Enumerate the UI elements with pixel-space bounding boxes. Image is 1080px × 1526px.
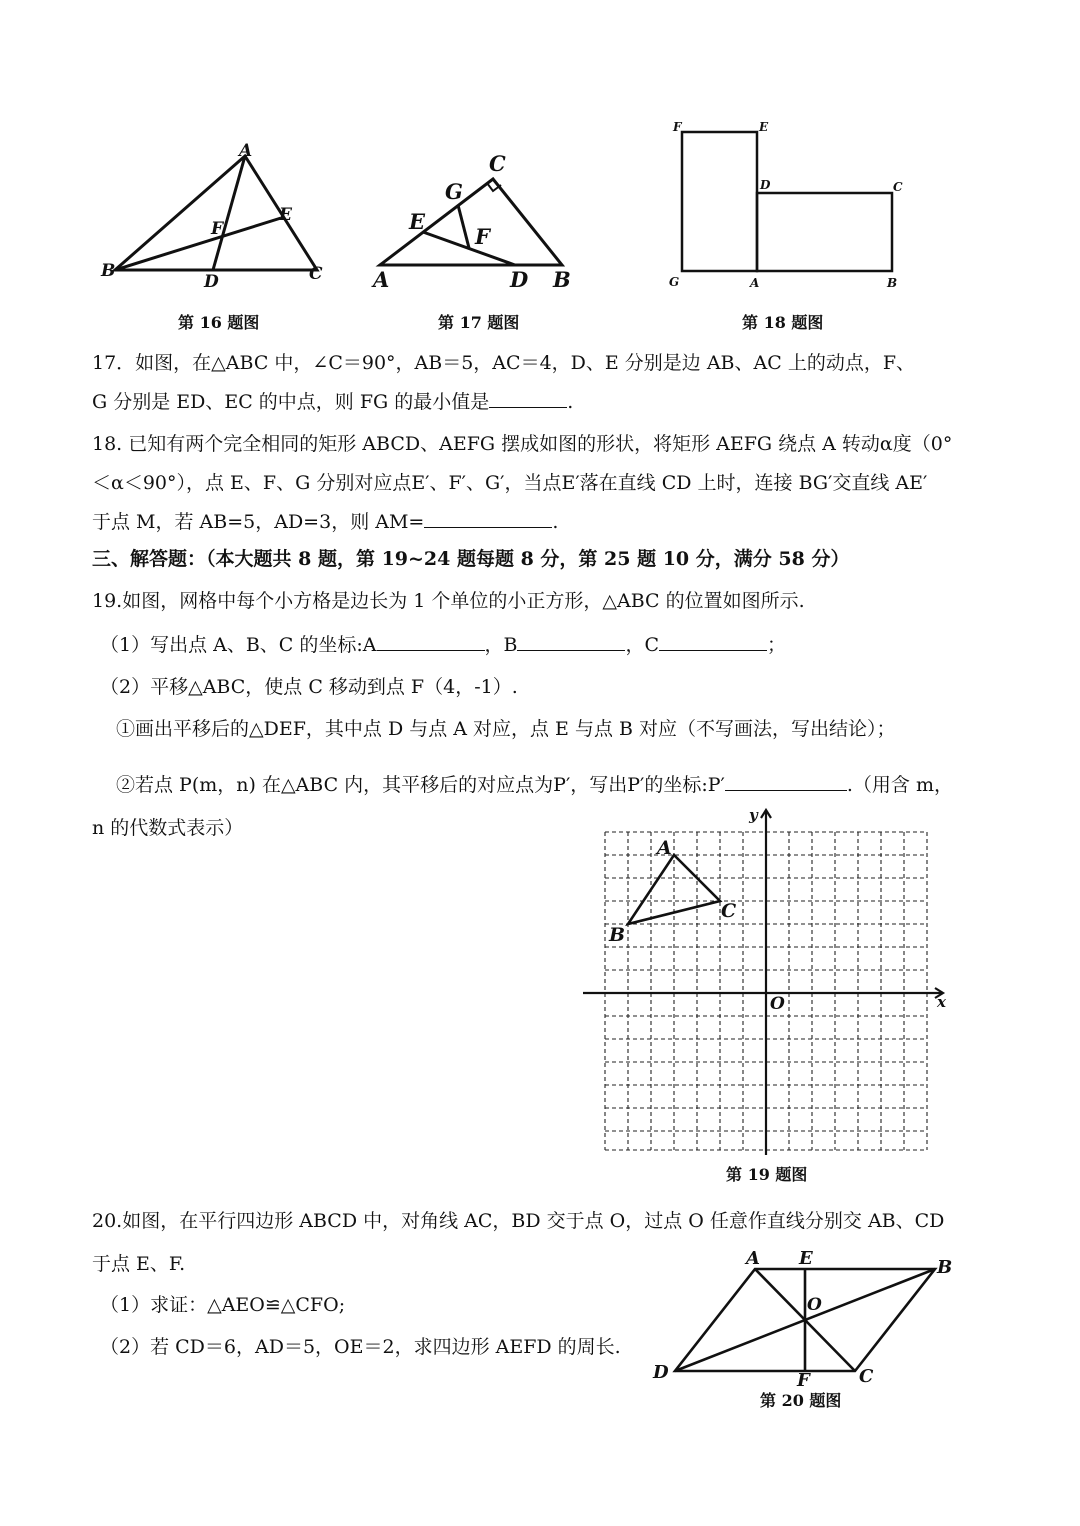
q20-stem-2: 于点 E、F.	[92, 1253, 186, 1275]
fig19-label-y: y	[749, 806, 758, 824]
q17-line-2	[92, 389, 573, 415]
fig17-label-g: G	[445, 179, 463, 204]
fig16-label-d: D	[204, 272, 219, 292]
fig17-label-d: D	[510, 267, 529, 292]
fig18-label-a: A	[750, 276, 760, 290]
fig20-caption: 第 20 题图	[760, 1391, 842, 1410]
fig18-label-f: F	[673, 120, 682, 134]
q19-stem: 19.如图，网格中每个小方格是边长为 1 个单位的小正方形，△ABC 的位置如图所示.	[92, 590, 805, 612]
fig18-rect-aefg	[682, 132, 757, 271]
q20-part-2: （2）若 CD＝6，AD＝5，OE＝2，求四边形 AEFD 的周长.	[100, 1336, 621, 1358]
fig17-segment-ed	[423, 232, 515, 265]
fig20-label-e: E	[799, 1248, 813, 1269]
figure-19	[575, 800, 955, 1160]
q17-line-1: 17．如图，在△ABC 中，∠C＝90°，AB＝5，AC＝4，D、E 分别是边 AB、AC 上的动点，F、	[92, 352, 916, 374]
fig17-label-f: F	[475, 224, 490, 249]
figure-20	[645, 1240, 965, 1390]
q19-part-2-1: ①画出平移后的△DEF，其中点 D 与点 A 对应，点 E 与点 B 对应（不写画法，写出结论）；	[116, 718, 896, 740]
fig18-caption: 第 18 题图	[742, 313, 824, 332]
q18-answer-blank[interactable]	[424, 509, 552, 528]
q19-answer-a[interactable]	[377, 632, 485, 651]
q19-answer-p[interactable]	[725, 772, 847, 791]
fig16-label-c: C	[309, 264, 323, 284]
q17-end: .	[567, 391, 574, 413]
q18-line-3	[92, 509, 558, 535]
fig17-label-c: C	[489, 151, 506, 176]
fig20-label-o: O	[807, 1295, 822, 1315]
q19-part-2-2-line-2: n 的代数式表示）	[92, 817, 244, 839]
fig16-segment-ad	[213, 156, 245, 270]
fig17-label-e: E	[409, 209, 426, 234]
fig17-label-a: A	[373, 267, 390, 292]
fig17-segment-gf	[458, 205, 469, 248]
fig20-label-d: D	[653, 1362, 669, 1383]
q17-line-2-text: G 分别是 ED、EC 的中点，则 FG 的最小值是	[92, 391, 490, 413]
q18-line-1: 18. 已知有两个完全相同的矩形 ABCD、AEFG 摆成如图的形状，将矩形 AEFG 绕点 A 转动α度（0°	[92, 433, 953, 455]
q19-part-1-text: （1）写出点 A、B、C 的坐标:A	[100, 634, 377, 656]
q19-part-2: （2）平移△ABC，使点 C 移动到点 F（4，-1）.	[100, 676, 518, 698]
fig16-caption: 第 16 题图	[178, 313, 260, 332]
q18-line-2: ＜α＜90°），点 E、F、G 分别对应点E′、F′、G′，当点E′落在直线 CD 上时，连接 BG′交直线 AE′	[92, 472, 928, 494]
q18-line-3-text: 于点 M，若 AB=5，AD=3，则 AM=	[92, 511, 425, 533]
fig16-label-e: E	[279, 205, 292, 225]
fig19-label-c: C	[721, 900, 737, 922]
fig18-label-g: G	[669, 275, 680, 289]
figure-16	[95, 140, 345, 300]
fig18-label-b: B	[887, 276, 898, 290]
fig20-label-a: A	[746, 1248, 760, 1269]
fig19-label-a: A	[657, 837, 672, 859]
fig20-label-c: C	[859, 1366, 874, 1387]
fig18-label-e: E	[759, 120, 769, 134]
figure-18	[665, 115, 910, 295]
fig18-label-d: D	[760, 178, 771, 192]
fig19-caption: 第 19 题图	[726, 1165, 808, 1184]
q20-part-1: （1）求证：△AEO≌△CFO;	[100, 1294, 346, 1316]
fig17-label-b: B	[553, 267, 571, 292]
q19-part-2-2-text: ②若点 P(m，n) 在△ABC 内，其平移后的对应点为P′，写出P′的坐标:P′	[116, 774, 725, 796]
q18-end: .	[552, 511, 559, 533]
q19-part-1-c: ，C	[625, 634, 660, 656]
q19-part-1	[100, 632, 786, 658]
q17-answer-blank[interactable]	[489, 389, 567, 408]
fig20-label-f: F	[797, 1370, 810, 1390]
fig19-label-x: x	[937, 993, 946, 1011]
q19-answer-c[interactable]	[659, 632, 767, 651]
fig17-triangle-abc	[380, 179, 562, 265]
figure-17	[365, 145, 595, 295]
fig16-label-a: A	[239, 141, 253, 161]
fig16-segment-be	[115, 218, 281, 270]
q19-part-1-end: ；	[767, 634, 787, 656]
fig19-label-b: B	[609, 924, 626, 946]
section-3-heading: 三、解答题：（本大题共 8 题，第 19~24 题每题 8 分，第 25 题 10 分，满分 58 分）	[92, 548, 850, 570]
q19-part-2-2-suffix: .（用含 m，	[846, 774, 953, 796]
fig18-rect-abcd	[757, 193, 892, 271]
q19-part-2-2	[116, 772, 953, 798]
fig16-label-b: B	[101, 261, 116, 281]
fig16-label-f: F	[211, 219, 224, 239]
q20-stem: 20.如图，在平行四边形 ABCD 中，对角线 AC，BD 交于点 O，过点 O 任意作直线分别交 AB、CD	[92, 1210, 945, 1232]
fig17-caption: 第 17 题图	[438, 313, 520, 332]
q19-part-1-b: ，B	[484, 634, 518, 656]
fig19-label-o: O	[770, 994, 785, 1014]
q19-answer-b[interactable]	[517, 632, 625, 651]
fig20-label-b: B	[937, 1257, 953, 1278]
fig18-label-c: C	[893, 180, 903, 194]
